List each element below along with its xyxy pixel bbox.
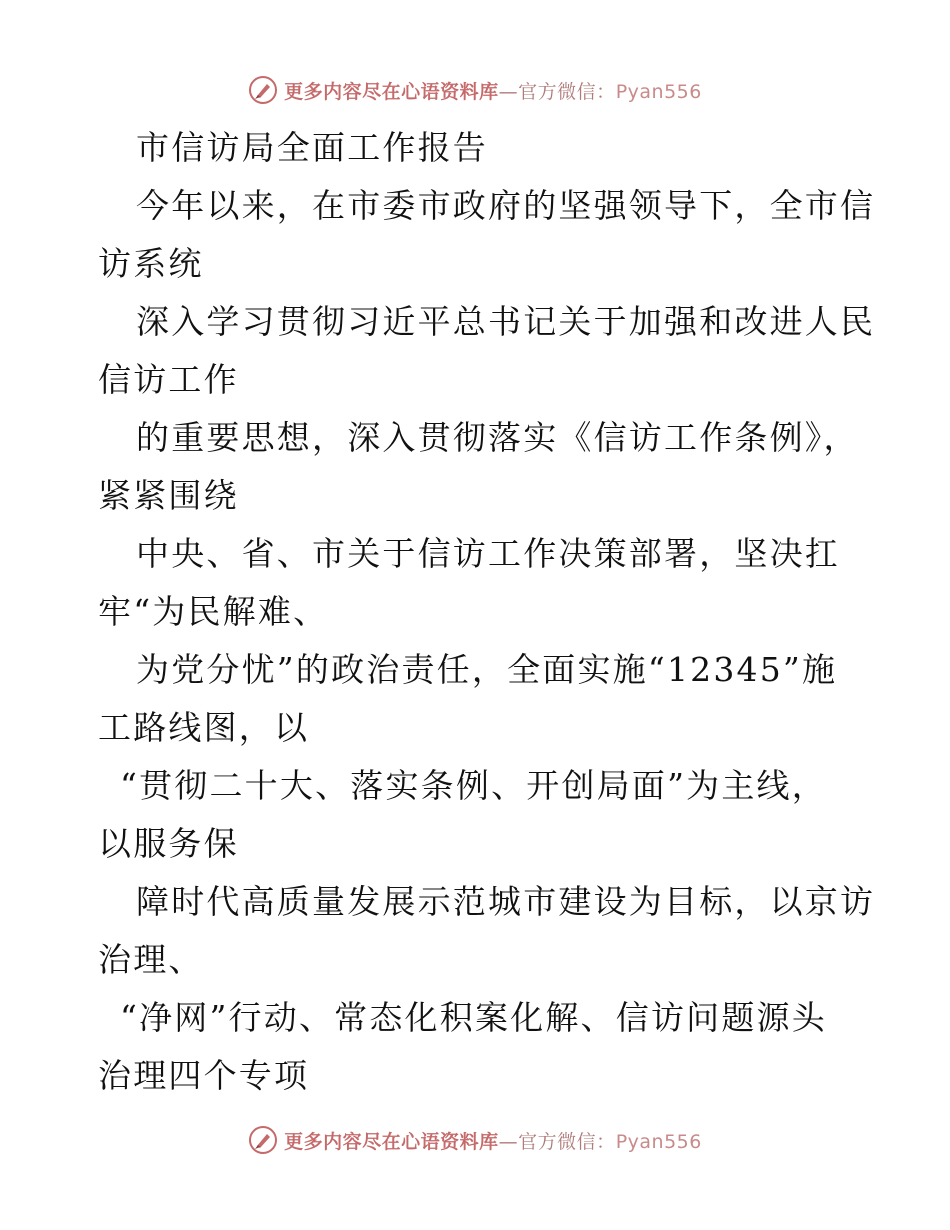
- footer-watermark: [0, 1120, 950, 1160]
- watermark-wechat-id: Pyan556: [615, 1130, 702, 1153]
- paragraph-line: 紧紧围绕: [98, 476, 239, 515]
- paragraph-line: “贯彻二十大、落实条例、开创局面”为主线，: [120, 766, 827, 805]
- watermark-contact-label: 官方微信：: [518, 1130, 616, 1153]
- paragraph-line: 障时代高质量发展示范城市建设为目标，以京访: [136, 882, 876, 921]
- paragraph-line: 以服务保: [98, 824, 239, 863]
- watermark-wechat-id: Pyan556: [615, 80, 702, 103]
- paragraph-line: 的重要思想，深入贯彻落实《信访工作条例》，: [136, 418, 859, 457]
- watermark-separator: —: [498, 80, 519, 103]
- watermark-separator: —: [498, 1130, 519, 1153]
- paragraph-line: “净网”行动、常态化积案化解、信访问题源头: [120, 998, 827, 1037]
- paragraph-line: 为党分忧”的政治责任，全面实施“12345”施: [136, 650, 838, 689]
- watermark-brand: 更多内容尽在心语资料库: [284, 80, 499, 103]
- paragraph-line: 治理四个专项: [98, 1056, 310, 1095]
- document-title: 市信访局全面工作报告: [136, 128, 488, 167]
- paragraph-line: 深入学习贯彻习近平总书记关于加强和改进人民: [136, 302, 876, 341]
- pen-nib-circle-icon: [248, 1125, 278, 1155]
- watermark-contact-label: 官方微信：: [518, 80, 616, 103]
- paragraph-line: 信访工作: [98, 360, 239, 399]
- paragraph-line: 牢“为民解难、: [98, 592, 329, 631]
- paragraph-line: 治理、: [98, 940, 204, 979]
- watermark-text: [284, 1127, 702, 1154]
- paragraph-line: 今年以来，在市委市政府的坚强领导下，全市信: [136, 186, 876, 225]
- pen-nib-circle-icon: [248, 75, 278, 105]
- header-watermark: [0, 70, 950, 110]
- paragraph-line: 访系统: [98, 244, 204, 283]
- paragraph-line: 工路线图，以: [98, 708, 310, 747]
- watermark-text: [284, 77, 702, 104]
- watermark-brand: 更多内容尽在心语资料库: [284, 1130, 499, 1153]
- paragraph-line: 中央、省、市关于信访工作决策部署，坚决扛: [136, 534, 840, 573]
